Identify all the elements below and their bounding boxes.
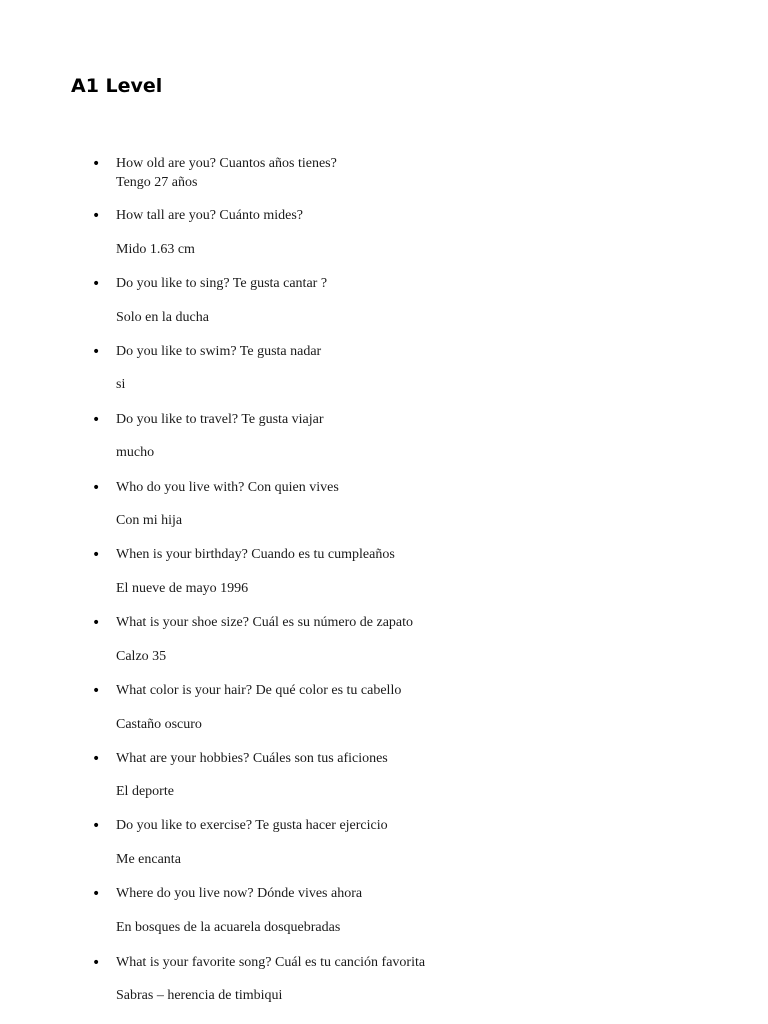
- bullet-icon: •: [92, 208, 101, 224]
- bullet-icon: •: [92, 412, 101, 428]
- bullet-icon: •: [92, 683, 101, 699]
- answer-text: Castaño oscuro: [116, 717, 202, 732]
- bullet-icon: •: [92, 818, 101, 834]
- bullet-icon: •: [92, 344, 101, 360]
- answer-text: Tengo 27 años: [116, 175, 198, 190]
- bullet-icon: •: [92, 480, 101, 496]
- answer-text: Mido 1.63 cm: [116, 242, 195, 257]
- question-text: What is your favorite song? Cuál es tu canción favorita: [116, 955, 426, 970]
- bullet-icon: •: [92, 547, 101, 563]
- question-text: Do you like to travel? Te gusta viajar: [116, 412, 324, 427]
- question-text: How tall are you? Cuánto mides?: [116, 208, 304, 223]
- answer-text: si: [116, 377, 126, 392]
- answer-text: mucho: [116, 445, 155, 460]
- question-text: How old are you? Cuantos años tienes?: [116, 156, 337, 171]
- question-text: Who do you live with? Con quien vives: [116, 480, 339, 495]
- answer-text: Calzo 35: [116, 649, 167, 664]
- question-text: Do you like to swim? Te gusta nadar: [116, 344, 322, 359]
- bullet-icon: •: [92, 276, 101, 292]
- question-text: Where do you live now? Dónde vives ahora: [116, 886, 363, 901]
- answer-text: Sabras – herencia de timbiqui: [116, 988, 283, 1003]
- question-text: What is your shoe size? Cuál es su número de zapato: [116, 615, 414, 630]
- answer-text: Solo en la ducha: [116, 310, 209, 325]
- question-text: Do you like to exercise? Te gusta hacer ejercicio: [116, 818, 388, 833]
- question-text: What are your hobbies? Cuáles son tus aficiones: [116, 751, 388, 766]
- question-text: What color is your hair? De qué color es tu cabello: [116, 683, 402, 698]
- bullet-icon: •: [92, 615, 101, 631]
- question-text: Do you like to sing? Te gusta cantar ?: [116, 276, 328, 291]
- question-text: When is your birthday? Cuando es tu cumpleaños: [116, 547, 395, 562]
- bullet-icon: •: [92, 751, 101, 767]
- bullet-icon: •: [92, 886, 101, 902]
- answer-text: Con mi hija: [116, 513, 183, 528]
- answer-text: El nueve de mayo 1996: [116, 581, 249, 596]
- bullet-icon: •: [92, 156, 101, 172]
- page-title: A1 Level: [71, 75, 163, 97]
- answer-text: En bosques de la acuarela dosquebradas: [116, 920, 341, 935]
- bullet-icon: •: [92, 955, 101, 971]
- answer-text: El deporte: [116, 784, 174, 799]
- answer-text: Me encanta: [116, 852, 181, 867]
